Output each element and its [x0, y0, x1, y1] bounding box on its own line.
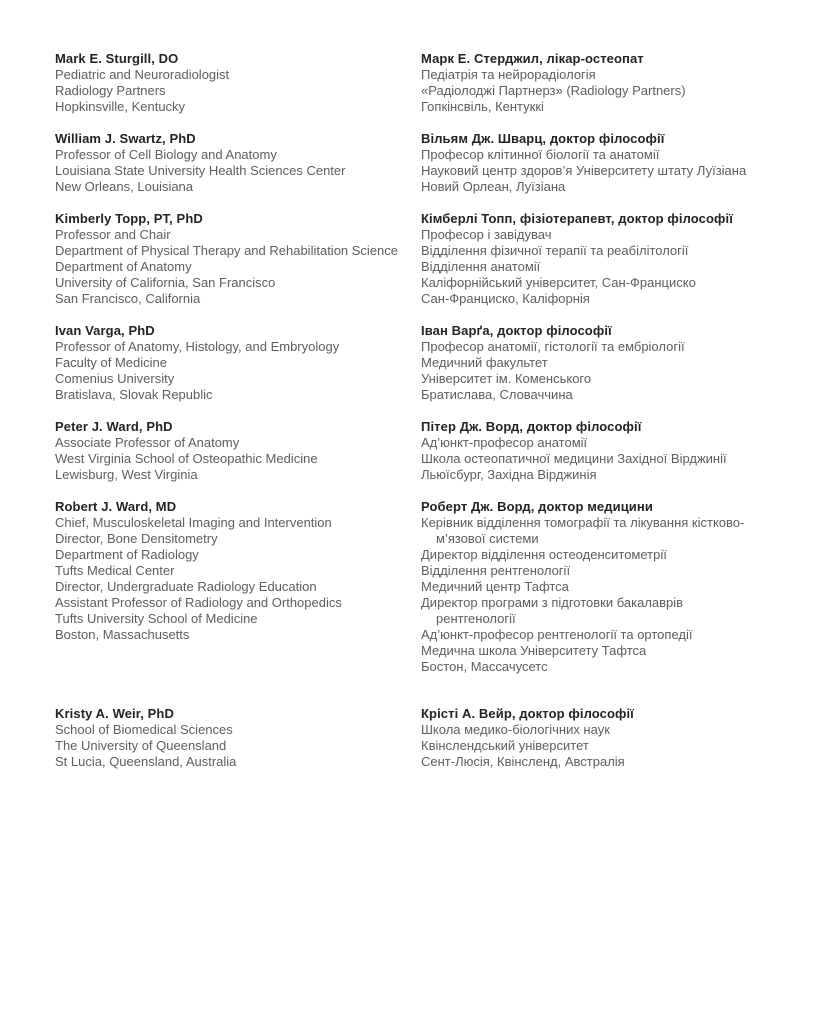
contributor-details-uk [421, 435, 805, 483]
contributor-detail-line: Faculty of Medicine [55, 355, 167, 370]
contributor-detail-line: Bratislava, Slovak Republic [55, 387, 213, 402]
contributor-name-en: Peter J. Ward, PhD [55, 419, 173, 434]
contributor-row [55, 499, 805, 675]
contributor-detail-line: Бостон, Массачусетс [421, 659, 548, 674]
contributor-detail-line: Каліфорнійський університет, Сан-Франциско [421, 275, 696, 290]
contributor-detail-line: School of Biomedical Sciences [55, 722, 233, 737]
contributor-details-en [55, 339, 409, 403]
contributor-name-en: William J. Swartz, PhD [55, 131, 196, 146]
contributor-detail-line: Department of Anatomy [55, 259, 192, 274]
contributor-name-uk: Пітер Дж. Ворд, доктор філософії [421, 419, 642, 434]
contributor-detail-line: Медичний факультет [421, 355, 548, 370]
contributors-list [55, 51, 805, 786]
contributor-detail-line: San Francisco, California [55, 291, 201, 306]
contributor-detail-line: Professor of Cell Biology and Anatomy [55, 147, 277, 162]
contributor-block-uk [421, 499, 805, 675]
contributor-detail-line: Сан-Франциско, Каліфорнія [421, 291, 590, 306]
contributor-detail-line: Медичний центр Тафтса [421, 579, 569, 594]
contributor-detail-line: Професор анатомії, гістології та ембріології [421, 339, 685, 354]
contributor-detail-line: Boston, Massachusetts [55, 627, 190, 642]
contributor-detail-line: Radiology Partners [55, 83, 166, 98]
contributor-block-uk [421, 706, 805, 770]
contributor-name-en: Ivan Varga, PhD [55, 323, 155, 338]
contributor-block-en [55, 131, 421, 195]
contributor-detail-line: Школа остеопатичної медицини Західної Вірджинії [421, 451, 727, 466]
contributor-detail-line: Відділення рентгенології [421, 563, 571, 578]
contributor-detail-line: Ад’юнкт-професор анатомії [421, 435, 588, 450]
contributor-detail-line: Гопкінсвіль, Кентуккі [421, 99, 544, 114]
contributor-block-en [55, 419, 421, 483]
contributor-detail-line: Новий Орлеан, Луїзіана [421, 179, 566, 194]
contributor-block-en [55, 499, 421, 643]
contributor-details-uk [421, 515, 805, 675]
contributor-details-en [55, 515, 409, 643]
contributor-block-uk [421, 51, 805, 115]
contributor-detail-line: Педіатрія та нейрорадіологія [421, 67, 596, 82]
contributor-detail-line: «Радіолоджі Партнерз» (Radiology Partners) [421, 83, 686, 98]
contributor-row [55, 323, 805, 403]
contributor-block-en [55, 323, 421, 403]
contributor-detail-line: рентгенології [436, 611, 516, 626]
contributor-detail-line: Tufts Medical Center [55, 563, 175, 578]
contributor-block-uk [421, 131, 805, 195]
contributor-detail-line: Associate Professor of Anatomy [55, 435, 240, 450]
contributor-detail-line: Директор програми з підготовки бакалаврів [421, 595, 684, 610]
contributor-detail-line: Louisiana State University Health Sciences Center [55, 163, 346, 178]
contributor-detail-line: Сент-Люсія, Квінсленд, Австралія [421, 754, 625, 769]
contributor-detail-line: Assistant Professor of Radiology and Orthopedics [55, 595, 342, 610]
contributor-detail-line: Department of Radiology [55, 547, 199, 562]
contributor-detail-line: Department of Physical Therapy and Rehabilitation Science [55, 243, 399, 258]
contributor-details-uk [421, 722, 805, 770]
contributor-name-uk: Вільям Дж. Шварц, доктор філософії [421, 131, 665, 146]
contributor-row [55, 131, 805, 195]
contributor-detail-line: Tufts University School of Medicine [55, 611, 258, 626]
contributor-details-en [55, 435, 409, 483]
contributor-details-en [55, 147, 409, 195]
contributor-detail-line: Chief, Musculoskeletal Imaging and Intervention [55, 515, 332, 530]
contributor-detail-line: Школа медико-біологічних наук [421, 722, 610, 737]
contributor-detail-line: Professor of Anatomy, Histology, and Embryology [55, 339, 340, 354]
contributor-detail-line: West Virginia School of Osteopathic Medicine [55, 451, 318, 466]
contributor-block-uk [421, 419, 805, 483]
contributor-detail-line: Медична школа Університету Тафтса [421, 643, 647, 658]
contributor-detail-line: Професор клітинної біології та анатомії [421, 147, 660, 162]
contributor-details-uk [421, 67, 805, 115]
contributor-details-en [55, 67, 409, 115]
contributor-block-uk [421, 211, 805, 307]
contributor-row [55, 51, 805, 115]
contributor-name-uk: Роберт Дж. Ворд, доктор медицини [421, 499, 653, 514]
contributor-detail-line: Pediatric and Neuroradiologist [55, 67, 230, 82]
contributor-detail-line: Директор відділення остеоденситометрії [421, 547, 667, 562]
contributor-detail-line: Hopkinsville, Kentucky [55, 99, 186, 114]
contributor-detail-line: Університет ім. Коменського [421, 371, 592, 386]
contributor-detail-line: University of California, San Francisco [55, 275, 276, 290]
contributor-block-en [55, 211, 421, 307]
contributor-details-en [55, 722, 409, 770]
contributor-row [55, 419, 805, 483]
contributor-detail-line: Керівник відділення томографії та лікування кістково- [421, 515, 745, 530]
contributor-details-en [55, 227, 409, 307]
contributor-row [55, 706, 805, 770]
contributor-block-en [55, 51, 421, 115]
contributor-detail-line: м’язової системи [436, 531, 539, 546]
contributor-detail-line: Lewisburg, West Virginia [55, 467, 198, 482]
contributor-detail-line: Професор і завідувач [421, 227, 552, 242]
contributor-detail-line: St Lucia, Queensland, Australia [55, 754, 237, 769]
contributor-detail-line: Льюїсбург, Західна Вірджинія [421, 467, 597, 482]
contributor-detail-line: Director, Bone Densitometry [55, 531, 218, 546]
contributor-detail-line: The University of Queensland [55, 738, 227, 753]
contributor-name-uk: Крісті А. Вейр, доктор філософії [421, 706, 634, 721]
contributor-block-en [55, 706, 421, 770]
contributor-detail-line: Квінслендський університет [421, 738, 589, 753]
contributor-name-en: Robert J. Ward, MD [55, 499, 177, 514]
contributor-detail-line: Director, Undergraduate Radiology Education [55, 579, 317, 594]
contributor-details-uk [421, 227, 805, 307]
contributor-details-uk [421, 147, 805, 195]
contributor-name-en: Mark E. Sturgill, DO [55, 51, 179, 66]
contributor-detail-line: Науковий центр здоров’я Університету штату Луїзіана [421, 163, 747, 178]
contributor-detail-line: Відділення фізичної терапії та реабілітології [421, 243, 689, 258]
contributor-detail-line: Professor and Chair [55, 227, 171, 242]
contributor-name-uk: Кімберлі Топп, фізіотерапевт, доктор філософії [421, 211, 733, 226]
contributor-name-en: Kristy A. Weir, PhD [55, 706, 174, 721]
contributor-block-uk [421, 323, 805, 403]
contributor-detail-line: New Orleans, Louisiana [55, 179, 194, 194]
contributor-detail-line: Comenius University [55, 371, 175, 386]
contributor-details-uk [421, 339, 805, 403]
contributor-detail-line: Ад’юнкт-професор рентгенології та ортопедії [421, 627, 693, 642]
contributor-name-en: Kimberly Topp, PT, PhD [55, 211, 203, 226]
contributor-detail-line: Братислава, Словаччина [421, 387, 573, 402]
contributor-detail-line: Відділення анатомії [421, 259, 541, 274]
contributor-name-uk: Марк Е. Стерджил, лікар-остеопат [421, 51, 644, 66]
contributor-name-uk: Іван Варґа, доктор філософії [421, 323, 612, 338]
contributor-row [55, 211, 805, 307]
